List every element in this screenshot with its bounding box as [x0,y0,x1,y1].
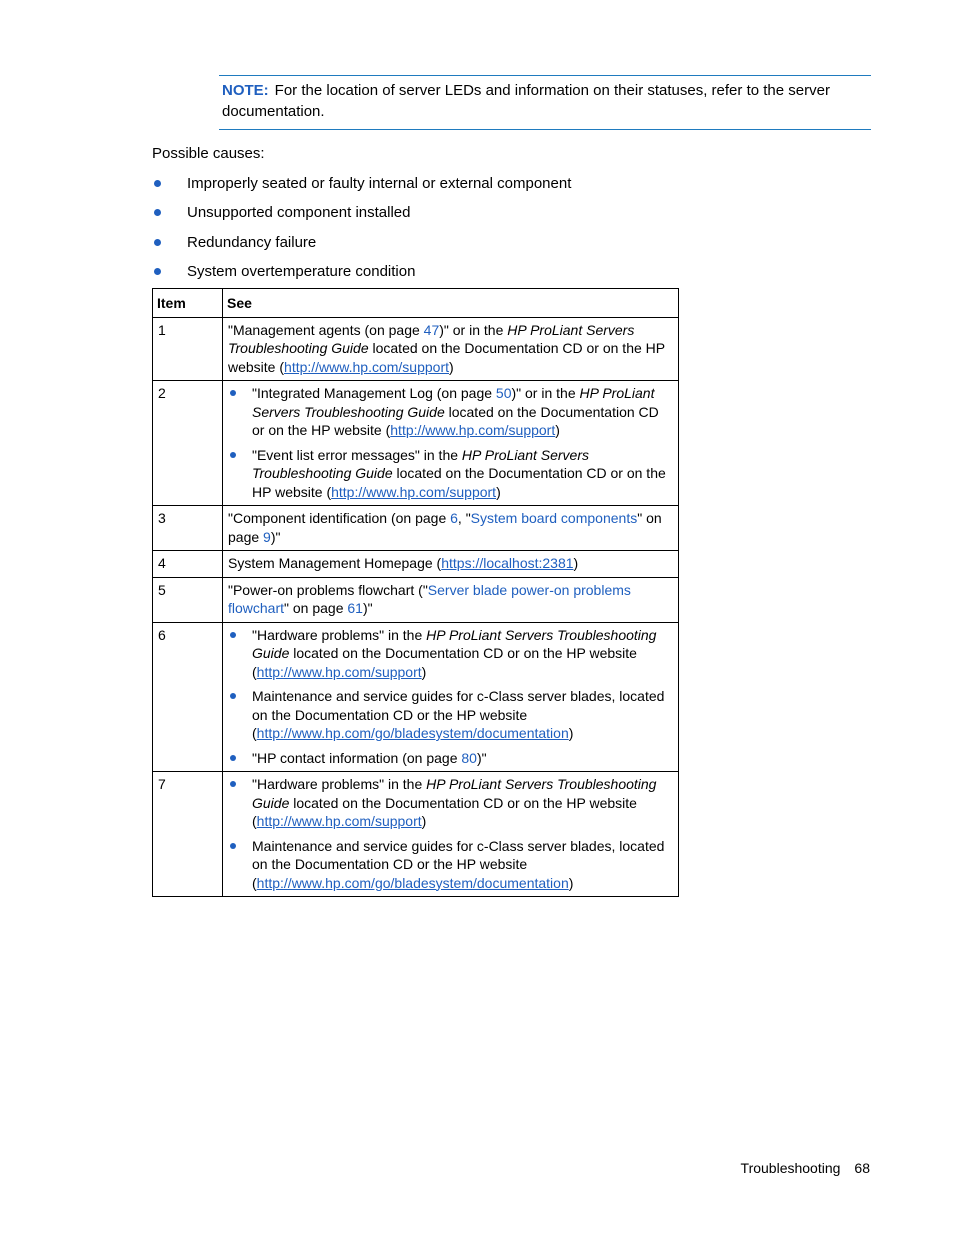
page-link[interactable]: 9 [263,528,271,545]
list-item: Maintenance and service guides for c-Class server blades, located on the Documentation CD or the HP website (http://www.hp.com/go/bladesystem/documentation) [228,687,674,743]
list-item: "Hardware problems" in the HP ProLiant Servers Troubleshooting Guide located on the Documentation CD or on the HP website (http://www.hp.com/support) [228,775,674,831]
see-cell: "Component identification (on page 6, "System board components" on page 9)" [223,506,679,551]
table-row [153,772,679,897]
header-see: See [223,289,679,318]
table-row [153,622,679,772]
support-url-link[interactable]: http://www.hp.com/support [284,358,449,375]
table-row [153,317,679,381]
list-item: Redundancy failure [152,233,571,262]
list-item: Improperly seated or faulty internal or external component [152,174,571,203]
footer-section: Troubleshooting [740,1160,841,1176]
bullet-icon [230,452,236,458]
list-item: Maintenance and service guides for c-Class server blades, located on the Documentation CD or the HP website (http://www.hp.com/go/bladesystem/documentation) [228,837,674,893]
bullet-icon [230,390,236,396]
page-link[interactable]: 61 [347,600,363,616]
list-item: "HP contact information (on page 80)" [228,749,674,768]
bladesystem-url-link[interactable]: http://www.hp.com/go/bladesystem/documentation [256,725,569,741]
table-header-row [153,289,679,318]
localhost-url-link[interactable]: https://localhost:2381 [441,555,574,571]
guide-title: HP ProLiant Servers Troubleshooting Guide [228,321,635,356]
page-link[interactable]: 47 [423,321,440,338]
item-cell: 5 [153,577,223,622]
causes-list [152,174,571,291]
possible-causes-heading: Possible causes: [152,145,265,162]
see-cell [223,772,679,897]
list-item: "Integrated Management Log (on page 50)" or in the HP ProLiant Servers Troubleshooting Guide located on the Documentation CD or on the HP website (http://www.hp.com/support) [228,384,674,440]
see-cell [223,622,679,772]
note-box [219,75,871,130]
power-on-flowchart-link[interactable]: Server blade power-on problems flowchart [228,581,631,616]
bullet-icon [230,843,236,849]
table-row [153,381,679,506]
bullet-icon [154,209,161,216]
page-link[interactable]: 6 [450,510,458,526]
sub-list [228,384,674,501]
bullet-icon [154,268,161,275]
support-url-link[interactable]: http://www.hp.com/support [331,483,497,500]
list-item: Unsupported component installed [152,203,571,232]
bullet-icon [154,239,161,246]
bullet-icon [230,632,236,638]
guide-title: HP ProLiant Servers Troubleshooting Guide [252,626,657,661]
see-cell: "Power-on problems flowchart ("Server blade power-on problems flowchart" on page 61)" [223,577,679,622]
guide-title: HP ProLiant Servers Troubleshooting Guide [252,446,590,481]
support-url-link[interactable]: http://www.hp.com/support [256,663,422,680]
item-cell: 3 [153,506,223,551]
system-board-components-link[interactable]: System board components [470,510,638,526]
bullet-icon [230,755,236,761]
see-cell: "Management agents (on page 47)" or in the HP ProLiant Servers Troubleshooting Guide located on the Documentation CD or on the HP website (http://www.hp.com/support) [223,317,679,381]
bullet-icon [230,693,236,699]
note-text: For the location of server LEDs and information on their statuses, refer to the server documentation. [222,82,830,120]
support-url-link[interactable]: http://www.hp.com/support [390,422,556,438]
guide-title: HP ProLiant Servers Troubleshooting Guide [252,776,657,811]
sub-list [228,626,674,768]
note-label: NOTE: [222,82,269,99]
guide-title: HP ProLiant Servers Troubleshooting Guide [252,385,655,420]
support-url-link[interactable]: http://www.hp.com/support [256,813,422,829]
item-cell: 4 [153,551,223,578]
list-item: System overtemperature condition [152,262,571,291]
see-cell [223,381,679,506]
bullet-icon [230,781,236,787]
list-item: "Event list error messages" in the HP ProLiant Servers Troubleshooting Guide located on the Documentation CD or on the HP website (http://www.hp.com/support) [228,446,674,502]
table-row [153,577,679,622]
reference-table [152,288,679,897]
bullet-icon [154,180,161,187]
list-item: "Hardware problems" in the HP ProLiant Servers Troubleshooting Guide located on the Documentation CD or on the HP website (http://www.hp.com/support) [228,626,674,682]
page-link[interactable]: 80 [461,749,477,766]
table-row [153,551,679,578]
bladesystem-url-link[interactable]: http://www.hp.com/go/bladesystem/documentation [256,874,569,891]
page-number: 68 [854,1160,870,1176]
table-row [153,506,679,551]
item-cell: 2 [153,381,223,506]
item-cell: 1 [153,317,223,381]
page-link[interactable]: 50 [495,385,512,401]
sub-list [228,775,674,892]
header-item: Item [153,289,223,318]
item-cell: 7 [153,772,223,897]
see-cell: System Management Homepage (https://localhost:2381) [223,551,679,578]
item-cell: 6 [153,622,223,772]
page-footer [741,1158,870,1178]
